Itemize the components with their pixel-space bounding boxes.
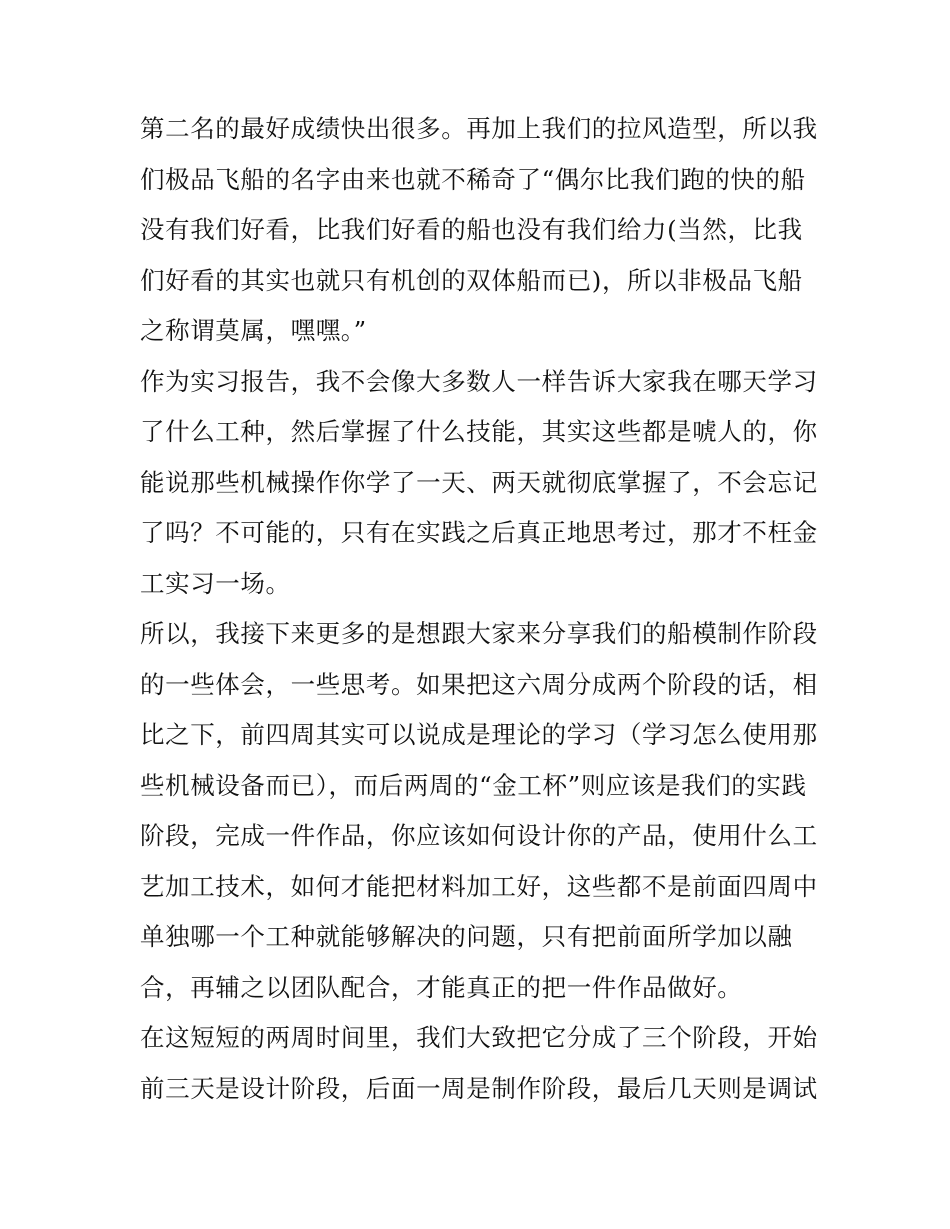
text-line: 所以，我接下来更多的是想跟大家来分享我们的船模制作阶段 xyxy=(140,619,818,648)
text-line: 第二名的最好成绩快出很多。再加上我们的拉风造型，所以我 xyxy=(140,114,818,143)
text-line: 阶段，完成一件作品，你应该如何设计你的产品，使用什么工 xyxy=(140,821,818,850)
body-text xyxy=(140,104,820,1114)
text-line: 能说那些机械操作你学了一天、两天就彻底掌握了，不会忘记 xyxy=(140,467,818,497)
text-line: 前三天是设计阶段，后面一周是制作阶段，最后几天则是调试 xyxy=(140,1073,818,1103)
text-line: 了吗？不可能的，只有在实践之后真正地思考过，那才不枉金 xyxy=(140,518,818,547)
text-line: 们好看的其实也就只有机创的双体船而已)，所以非极品飞船 xyxy=(140,265,803,295)
text-line: 之称谓莫属，嘿嘿。” xyxy=(140,316,367,345)
text-line: 艺加工技术，如何才能把材料加工好，这些都不是前面四周中 xyxy=(140,871,818,901)
text-line: 了什么工种，然后掌握了什么技能，其实这些都是唬人的，你 xyxy=(140,417,818,446)
text-line: 没有我们好看，比我们好看的船也没有我们给力(当然，比我 xyxy=(140,215,803,244)
text-line: 合，再辅之以团队配合，才能真正的把一件作品做好。 xyxy=(140,972,743,1002)
text-line: 比之下，前四周其实可以说成是理论的学习（学习怎么使用那 xyxy=(140,720,818,749)
text-line: 些机械设备而已），而后两周的“金工杯”则应该是我们的实践 xyxy=(140,770,807,800)
text-line: 们极品飞船的名字由来也就不稀奇了“偶尔比我们跑的快的船 xyxy=(140,164,806,194)
text-line: 工实习一场。 xyxy=(140,568,291,598)
text-line: 在这短短的两周时间里，我们大致把它分成了三个阶段，开始 xyxy=(140,1023,818,1052)
text-line: 的一些体会，一些思考。如果把这六周分成两个阶段的话，相 xyxy=(140,669,818,699)
text-line: 单独哪一个工种就能够解决的问题，只有把前面所学加以融 xyxy=(140,922,793,951)
text-line: 作为实习报告，我不会像大多数人一样告诉大家我在哪天学习 xyxy=(140,366,818,396)
